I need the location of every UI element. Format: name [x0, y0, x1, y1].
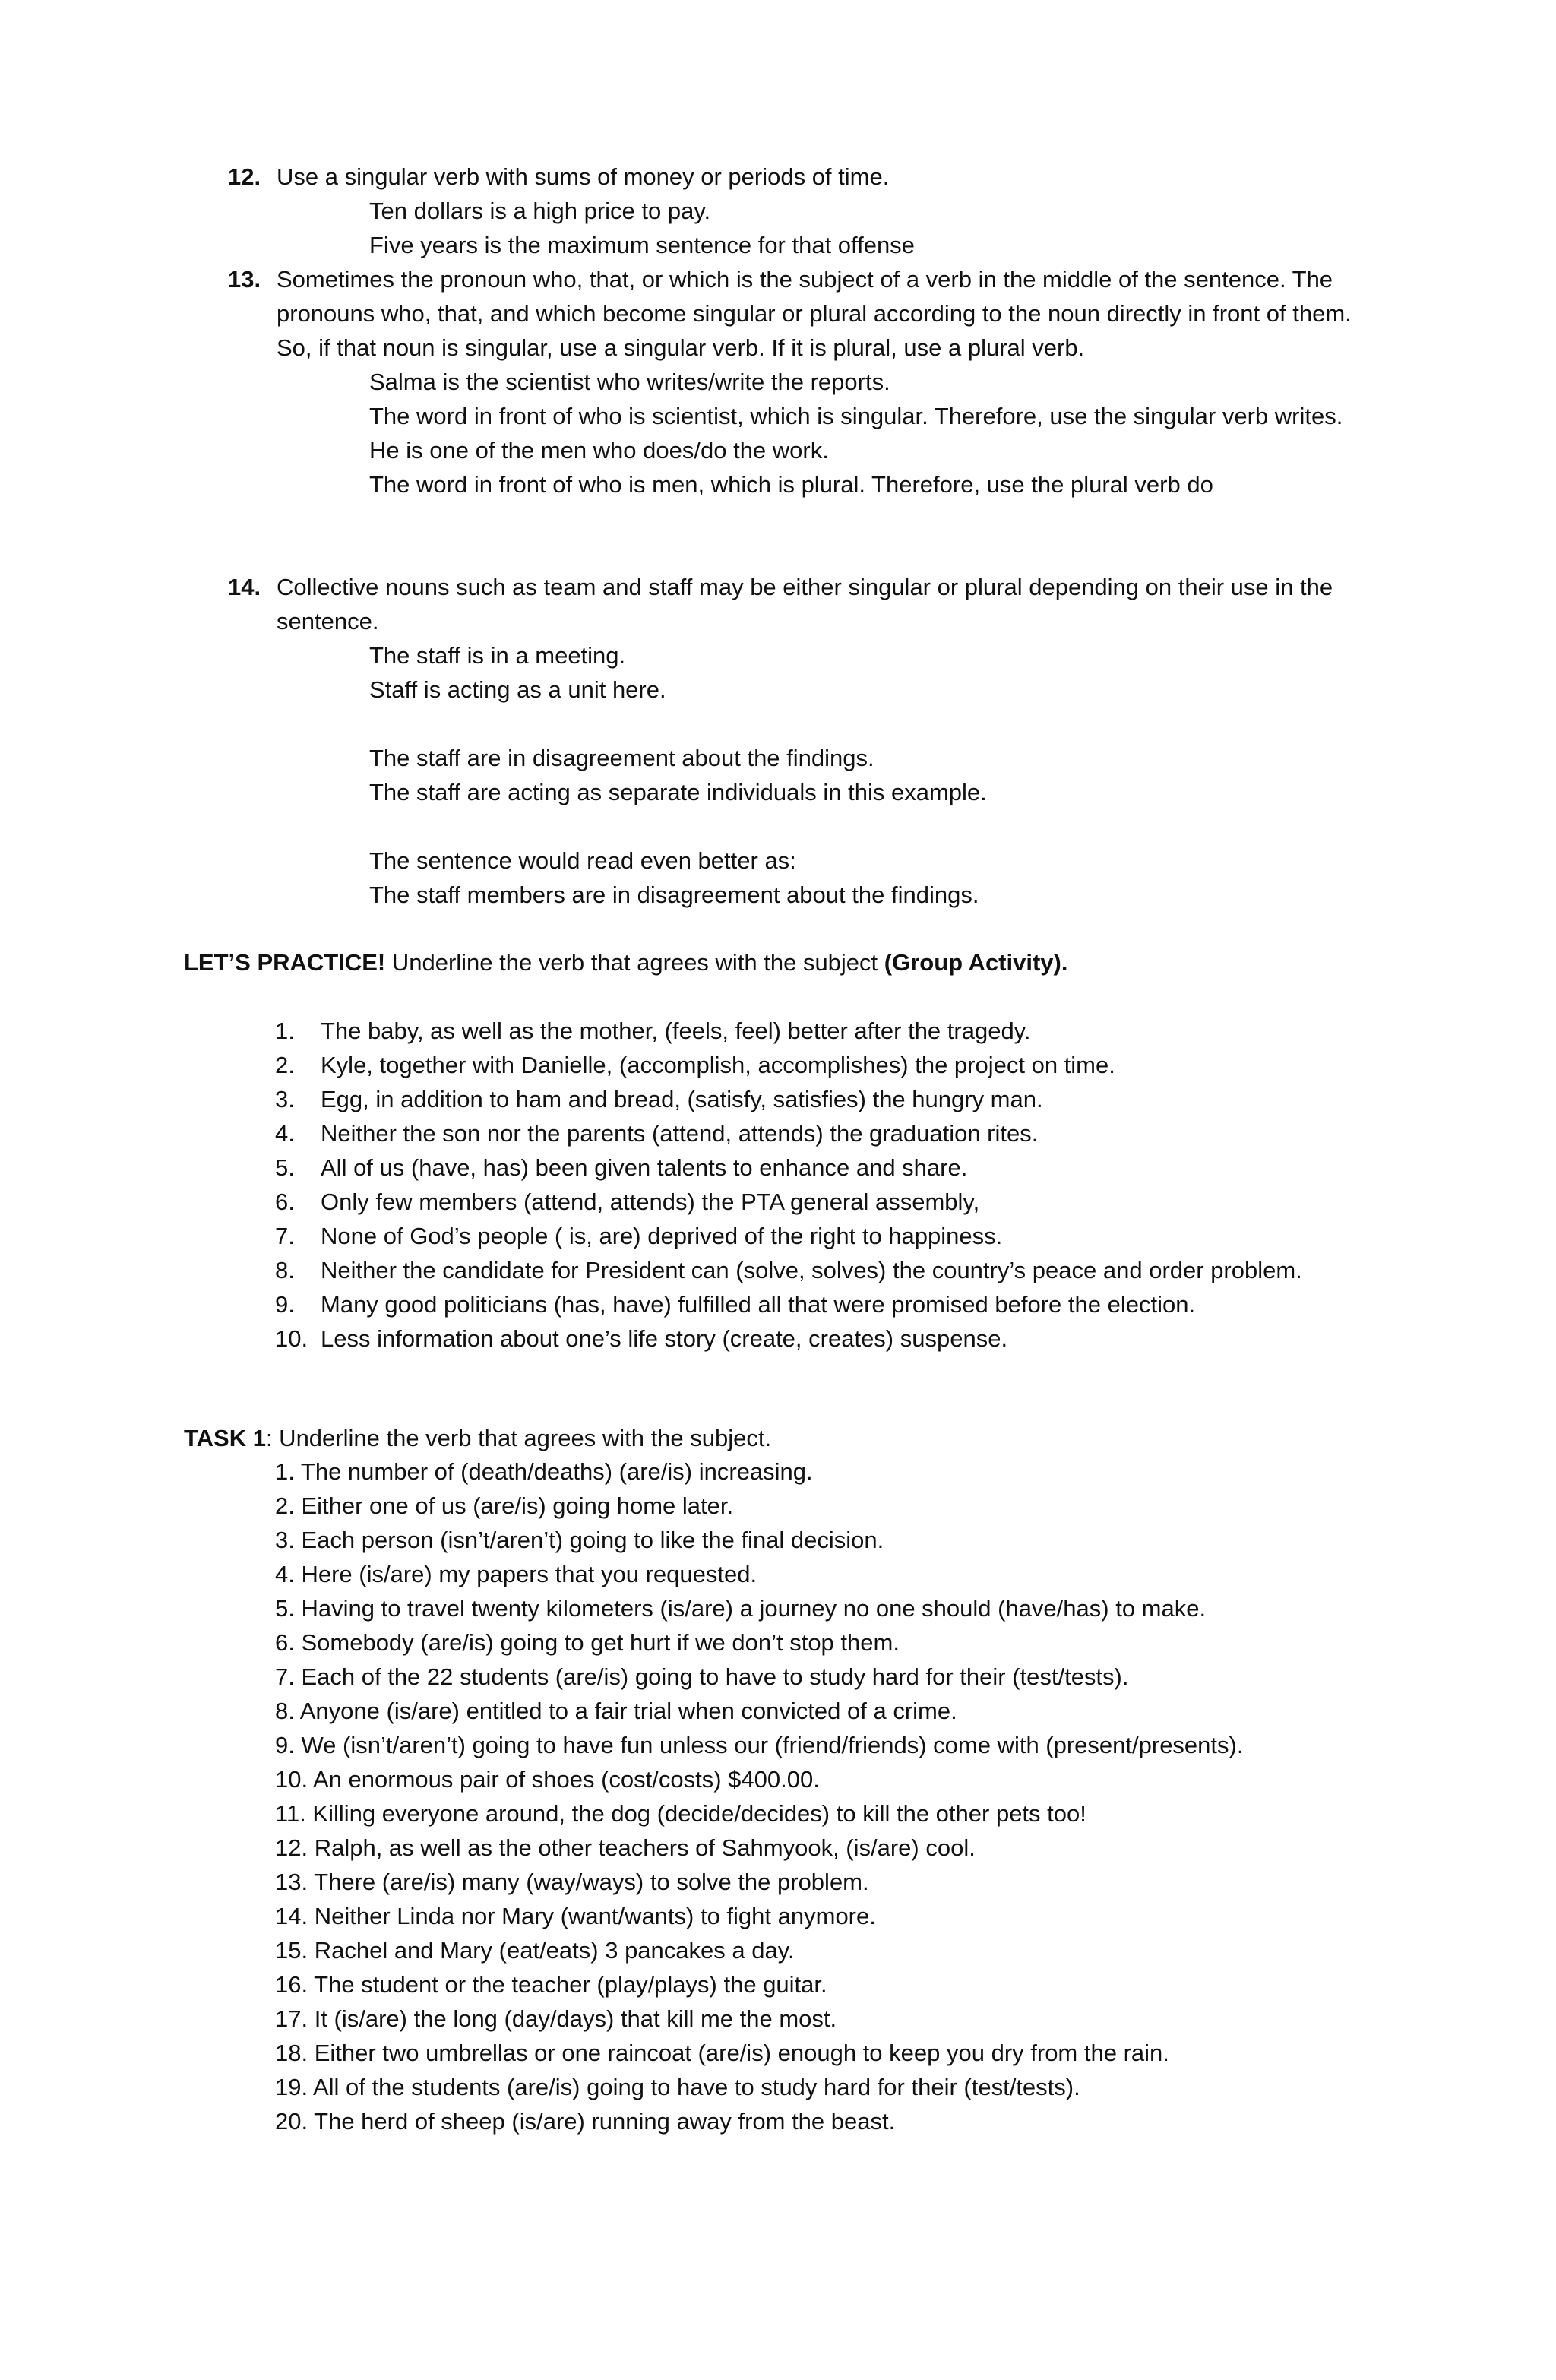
list-item: [275, 1048, 1377, 1082]
item-number: 10.: [275, 1325, 308, 1352]
task-list: [275, 1454, 1399, 2138]
example-explanation: The sentence would read even better as:: [369, 847, 796, 874]
rule-13: [228, 262, 1383, 502]
item-text: Neither the candidate for President can (solve, solves) the country’s peace and order problem.: [321, 1257, 1302, 1283]
rule-number: 12.: [228, 163, 261, 190]
item-text: All of us (have, has) been given talents to enhance and share.: [321, 1154, 968, 1181]
rule-text: Sometimes the pronoun who, that, or which is the subject of a verb in the middle of the sentence. The pronouns who, that, and which become singular or plural according to the noun directly in front of them. So, if that noun is singular, use a singular verb. If it is plural, use a plural verb.: [277, 266, 1352, 361]
item-text: Many good politicians (has, have) fulfilled all that were promised before the election.: [321, 1291, 1196, 1318]
list-item: 6. Somebody (are/is) going to get hurt if we don’t stop them.: [275, 1629, 900, 1656]
list-item: [275, 1253, 1377, 1287]
example-explanation: Staff is acting as a unit here.: [369, 676, 666, 703]
item-number: 6.: [275, 1188, 295, 1215]
item-number: 9.: [275, 1291, 295, 1318]
practice-heading-label: LET’S PRACTICE!: [184, 949, 386, 976]
list-item: 9. We (isn’t/aren’t) going to have fun unless our (friend/friends) come with (present/presents).: [275, 1732, 1244, 1758]
list-item: 4. Here (is/are) my papers that you requested.: [275, 1561, 757, 1587]
item-number: 2.: [275, 1052, 295, 1078]
list-item: 11. Killing everyone around, the dog (decide/decides) to kill the other pets too!: [275, 1800, 1086, 1827]
list-item: 13. There (are/is) many (way/ways) to solve the problem.: [275, 1869, 869, 1895]
example-sentence: He is one of the men who does/do the work.: [369, 437, 829, 464]
item-text: Kyle, together with Danielle, (accomplish, accomplishes) the project on time.: [321, 1052, 1115, 1078]
rule-14: [228, 570, 1383, 912]
list-item: 15. Rachel and Mary (eat/eats) 3 pancakes a day.: [275, 1937, 795, 1964]
list-item: [275, 1014, 1377, 1048]
list-item: [275, 1082, 1377, 1116]
item-number: 3.: [275, 1086, 295, 1112]
practice-heading-note: (Group Activity).: [884, 949, 1068, 976]
list-item: 20. The herd of sheep (is/are) running away from the beast.: [275, 2108, 896, 2135]
practice-heading-instruction: Underline the verb that agrees with the subject: [385, 949, 884, 976]
list-item: [275, 1321, 1377, 1356]
list-item: [275, 1150, 1377, 1185]
list-item: 10. An enormous pair of shoes (cost/costs) $400.00.: [275, 1766, 820, 1793]
rule-number: 13.: [228, 266, 261, 293]
practice-heading: [184, 945, 1383, 980]
item-number: 5.: [275, 1154, 295, 1181]
example-explanation: The staff are acting as separate individuals in this example.: [369, 779, 987, 805]
list-item: 3. Each person (isn’t/aren’t) going to like the final decision.: [275, 1527, 884, 1553]
list-item: [275, 1287, 1377, 1321]
list-item: [275, 1116, 1377, 1150]
example-explanation: The word in front of who is scientist, which is singular. Therefore, use the singular verb writes.: [369, 403, 1343, 429]
example-explanation: The word in front of who is men, which is plural. Therefore, use the plural verb do: [369, 471, 1213, 498]
list-item: 7. Each of the 22 students (are/is) going to have to study hard for their (test/tests).: [275, 1663, 1129, 1690]
list-item: [275, 1219, 1377, 1253]
task-heading-instruction: : Underline the verb that agrees with the subject.: [265, 1425, 772, 1451]
rule-12: [228, 160, 1383, 262]
list-item: [275, 1185, 1377, 1219]
item-number: 1.: [275, 1018, 295, 1044]
example-sentence: Salma is the scientist who writes/write the reports.: [369, 369, 890, 395]
task-heading-label: TASK 1: [184, 1425, 266, 1451]
list-item: 8. Anyone (is/are) entitled to a fair trial when convicted of a crime.: [275, 1698, 957, 1724]
item-number: 8.: [275, 1257, 295, 1283]
list-item: 1. The number of (death/deaths) (are/is) increasing.: [275, 1458, 813, 1485]
item-text: Only few members (attend, attends) the PTA general assembly,: [321, 1188, 980, 1215]
list-item: 12. Ralph, as well as the other teachers of Sahmyook, (is/are) cool.: [275, 1834, 976, 1861]
example-sentence: The staff is in a meeting.: [369, 642, 626, 669]
rule-text: Use a singular verb with sums of money or periods of time.: [277, 163, 890, 190]
spacer: [228, 707, 1383, 741]
practice-list: [275, 1014, 1377, 1356]
list-item: 16. The student or the teacher (play/plays) the guitar.: [275, 1971, 827, 1998]
item-number: 7.: [275, 1223, 295, 1249]
rule-number: 14.: [228, 574, 261, 600]
item-text: None of God’s people ( is, are) deprived of the right to happiness.: [321, 1223, 1003, 1249]
item-text: The baby, as well as the mother, (feels, feel) better after the tragedy.: [321, 1018, 1031, 1044]
list-item: 18. Either two umbrellas or one raincoat (are/is) enough to keep you dry from the rain.: [275, 2040, 1169, 2066]
item-text: Less information about one’s life story (create, creates) suspense.: [321, 1325, 1008, 1352]
item-number: 4.: [275, 1120, 295, 1147]
rule-text: Collective nouns such as team and staff may be either singular or plural depending on their use in the sentence.: [277, 574, 1333, 635]
task-heading: [184, 1421, 1383, 1455]
example-sentence: The staff members are in disagreement about the findings.: [369, 881, 979, 908]
spacer: [228, 809, 1383, 843]
item-text: Neither the son nor the parents (attend, attends) the graduation rites.: [321, 1120, 1039, 1147]
example-sentence: Five years is the maximum sentence for that offense: [369, 232, 915, 258]
list-item: 5. Having to travel twenty kilometers (is/are) a journey no one should (have/has) to make.: [275, 1595, 1207, 1622]
example-sentence: Ten dollars is a high price to pay.: [369, 198, 711, 224]
item-text: Egg, in addition to ham and bread, (satisfy, satisfies) the hungry man.: [321, 1086, 1043, 1112]
list-item: 19. All of the students (are/is) going to have to study hard for their (test/tests).: [275, 2074, 1080, 2100]
list-item: 14. Neither Linda nor Mary (want/wants) to fight anymore.: [275, 1903, 876, 1929]
list-item: 2. Either one of us (are/is) going home later.: [275, 1492, 734, 1519]
list-item: 17. It (is/are) the long (day/days) that kill me the most.: [275, 2005, 837, 2032]
example-sentence: The staff are in disagreement about the findings.: [369, 745, 874, 771]
